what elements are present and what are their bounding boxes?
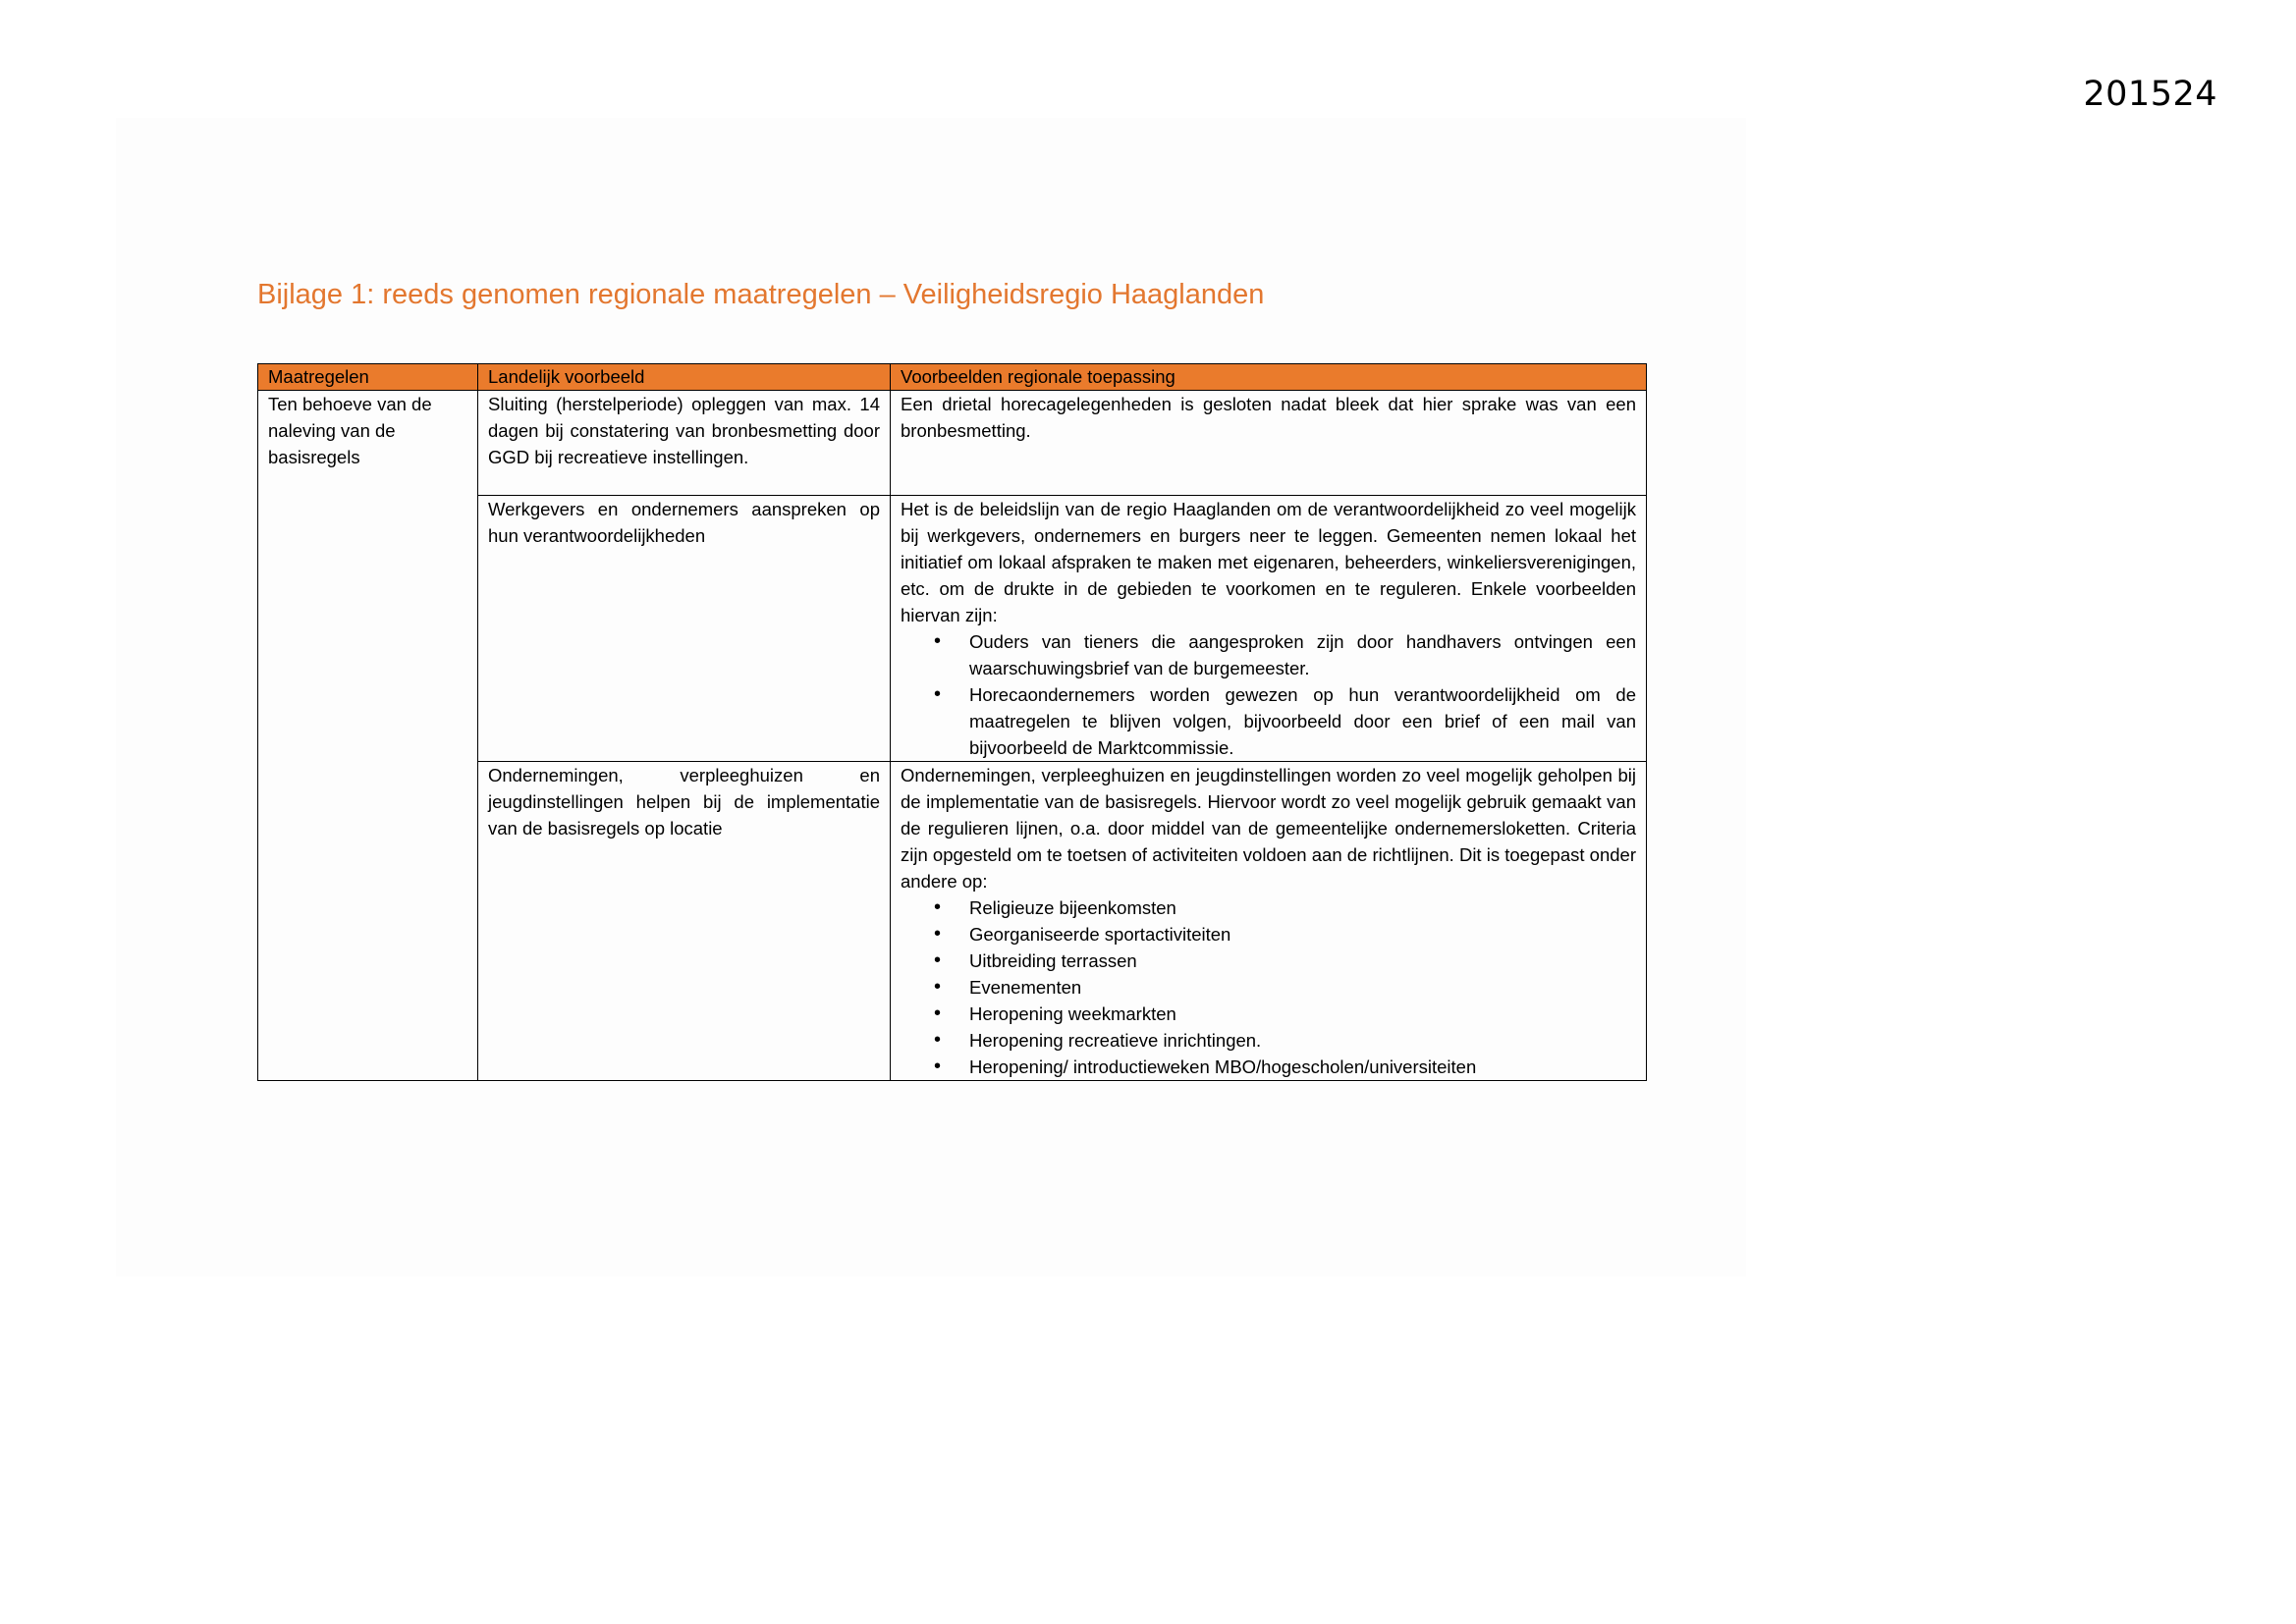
application-cell [891, 391, 1647, 496]
list-item: • Religieuze bijeenkomsten [969, 894, 1636, 921]
measure-text: Ten behoeve van de naleving van de basisregels [268, 394, 432, 467]
table-header-row [258, 364, 1647, 391]
document-number: 201524 [2083, 75, 2217, 114]
list-item: • Ouders van tieners die aangesproken zijn door handhavers ontvingen een waarschuwingsbrief van de burgemeester. [969, 628, 1636, 681]
list-item: • Heropening weekmarkten [969, 1001, 1636, 1027]
header-landelijk-voorbeeld: Landelijk voorbeeld [478, 364, 891, 391]
list-item: • Uitbreiding terrassen [969, 947, 1636, 974]
example-cell [478, 496, 891, 762]
example-cell [478, 391, 891, 496]
application-cell [891, 496, 1647, 762]
bullet-list [901, 894, 1636, 1080]
list-item: • Heropening/ introductieweken MBO/hogescholen/universiteiten [969, 1054, 1636, 1080]
application-text: Een drietal horecagelegenheden is gesloten nadat bleek dat hier sprake was van een bronbesmetting. [901, 394, 1636, 441]
measures-table [257, 363, 1647, 1081]
application-cell [891, 762, 1647, 1081]
example-text: Werkgevers en ondernemers aanspreken op hun verantwoordelijkheden [488, 499, 880, 546]
header-maatregelen: Maatregelen [258, 364, 478, 391]
list-item: • Horecaondernemers worden gewezen op hun verantwoordelijkheid om de maatregelen te blijven volgen, bijvoorbeeld door een brief of een mail van bijvoorbeeld de Marktcommissie. [969, 681, 1636, 761]
application-text: Ondernemingen, verpleeghuizen en jeugdinstellingen worden zo veel mogelijk geholpen bij de implementatie van de basisregels. Hiervoor wordt zo veel mogelijk gebruik gemaakt van de regulieren lijnen, o.a. door middel van de gemeentelijke ondernemersloketten. Criteria zijn opgesteld om te toetsen of activiteiten voldoen aan de richtlijnen. Dit is toegepast onder andere op: [901, 765, 1636, 892]
table-row [258, 391, 1647, 496]
example-text: Ondernemingen, verpleeghuizen en jeugdinstellingen helpen bij de implementatie van de basisregels op locatie [488, 765, 880, 839]
page-title: Bijlage 1: reeds genomen regionale maatregelen – Veiligheidsregio Haaglanden [257, 279, 1265, 310]
list-item: • Georganiseerde sportactiviteiten [969, 921, 1636, 947]
example-text: Sluiting (herstelperiode) opleggen van max. 14 dagen bij constatering van bronbesmetting door GGD bij recreatieve instellingen. [488, 394, 880, 467]
example-cell [478, 762, 891, 1081]
list-item: • Heropening recreatieve inrichtingen. [969, 1027, 1636, 1054]
application-text: Het is de beleidslijn van de regio Haaglanden om de verantwoordelijkheid zo veel mogelijk bij werkgevers, ondernemers en burgers neer te leggen. Gemeenten nemen lokaal het initiatief om lokaal afspraken te maken met eigenaren, beheerders, winkeliersverenigingen, etc. om de drukte in de gebieden te voorkomen en te reguleren. Enkele voorbeelden hiervan zijn: [901, 499, 1636, 625]
bullet-list [901, 628, 1636, 761]
list-item: • Evenementen [969, 974, 1636, 1001]
header-regionale-toepassing: Voorbeelden regionale toepassing [891, 364, 1647, 391]
measure-cell [258, 391, 478, 1081]
